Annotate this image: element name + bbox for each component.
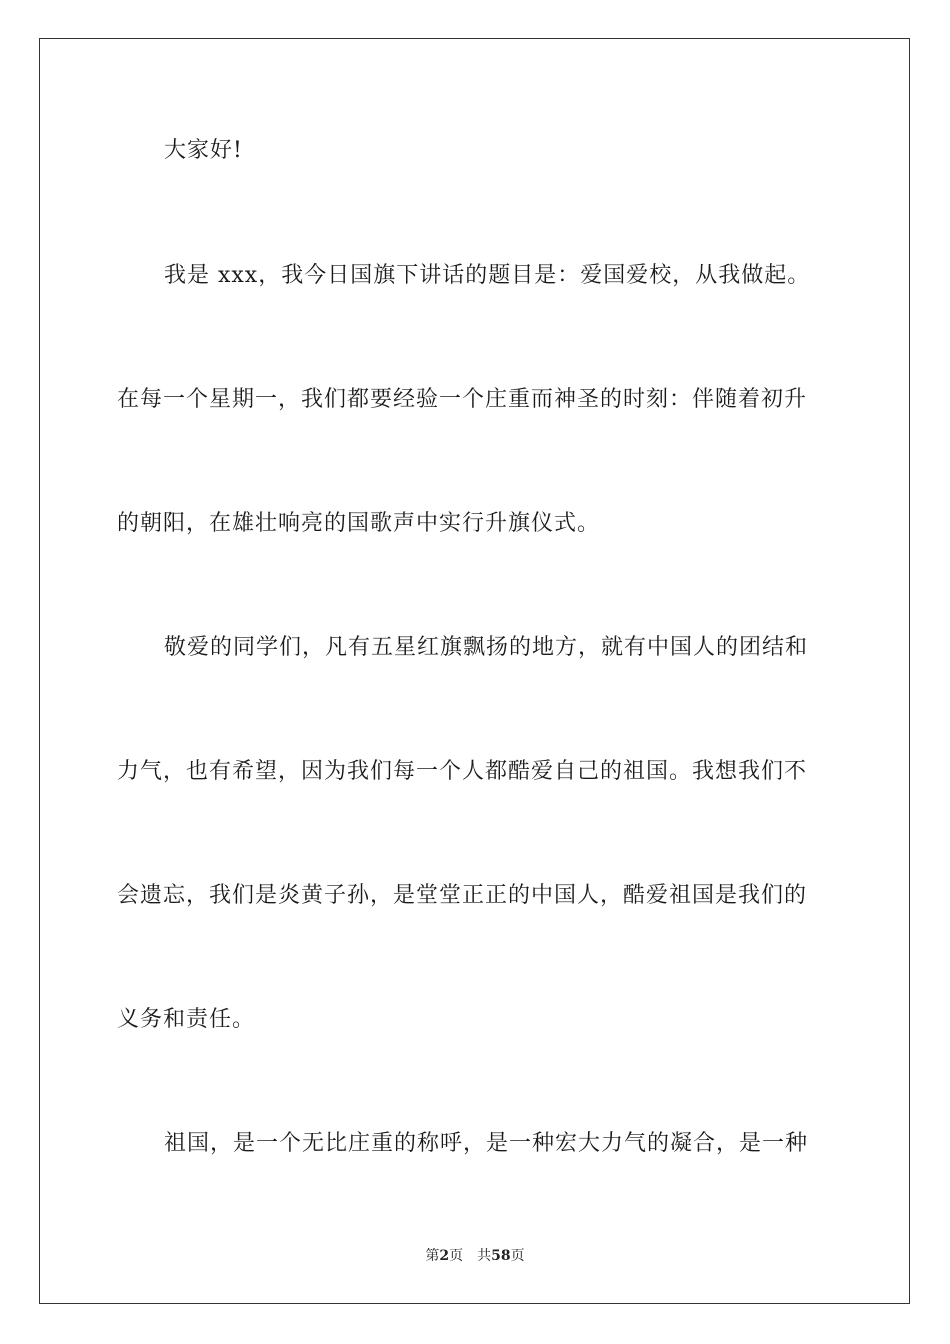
paragraph-line: 力气，也有希望，因为我们每一个人都酷爱自己的祖国。我想我们不 bbox=[117, 759, 808, 784]
paragraph-line: 祖国，是一个无比庄重的称呼，是一种宏大力气的凝合，是一种 bbox=[164, 1131, 809, 1156]
paragraph-line: 会遗忘，我们是炎黄子孙，是堂堂正正的中国人，酷爱祖国是我们的 bbox=[117, 883, 808, 908]
paragraph-line: 敬爱的同学们，凡有五星红旗飘扬的地方，就有中国人的团结和 bbox=[164, 635, 809, 660]
page-border bbox=[39, 38, 910, 1304]
total-label-prefix: 共 bbox=[477, 1248, 492, 1264]
paragraph-line: 义务和责任。 bbox=[117, 1007, 256, 1032]
paragraph-line: 我是 xxx，我今日国旗下讲话的题目是：爱国爱校，从我做起。 bbox=[164, 263, 811, 288]
total-label-suffix: 页 bbox=[510, 1248, 525, 1264]
paragraph-line: 在每一个星期一，我们都要经验一个庄重而神圣的时刻：伴随着初升 bbox=[117, 387, 808, 412]
page-footer bbox=[0, 1246, 950, 1266]
page-number: 2 bbox=[439, 1248, 450, 1264]
page-label-prefix: 第 bbox=[425, 1248, 440, 1264]
paragraph-line: 大家好! bbox=[164, 138, 243, 163]
page-label-suffix: 页 bbox=[449, 1248, 464, 1264]
paragraph-line: 的朝阳，在雄壮响亮的国歌声中实行升旗仪式。 bbox=[117, 511, 601, 536]
total-pages: 58 bbox=[491, 1248, 511, 1264]
